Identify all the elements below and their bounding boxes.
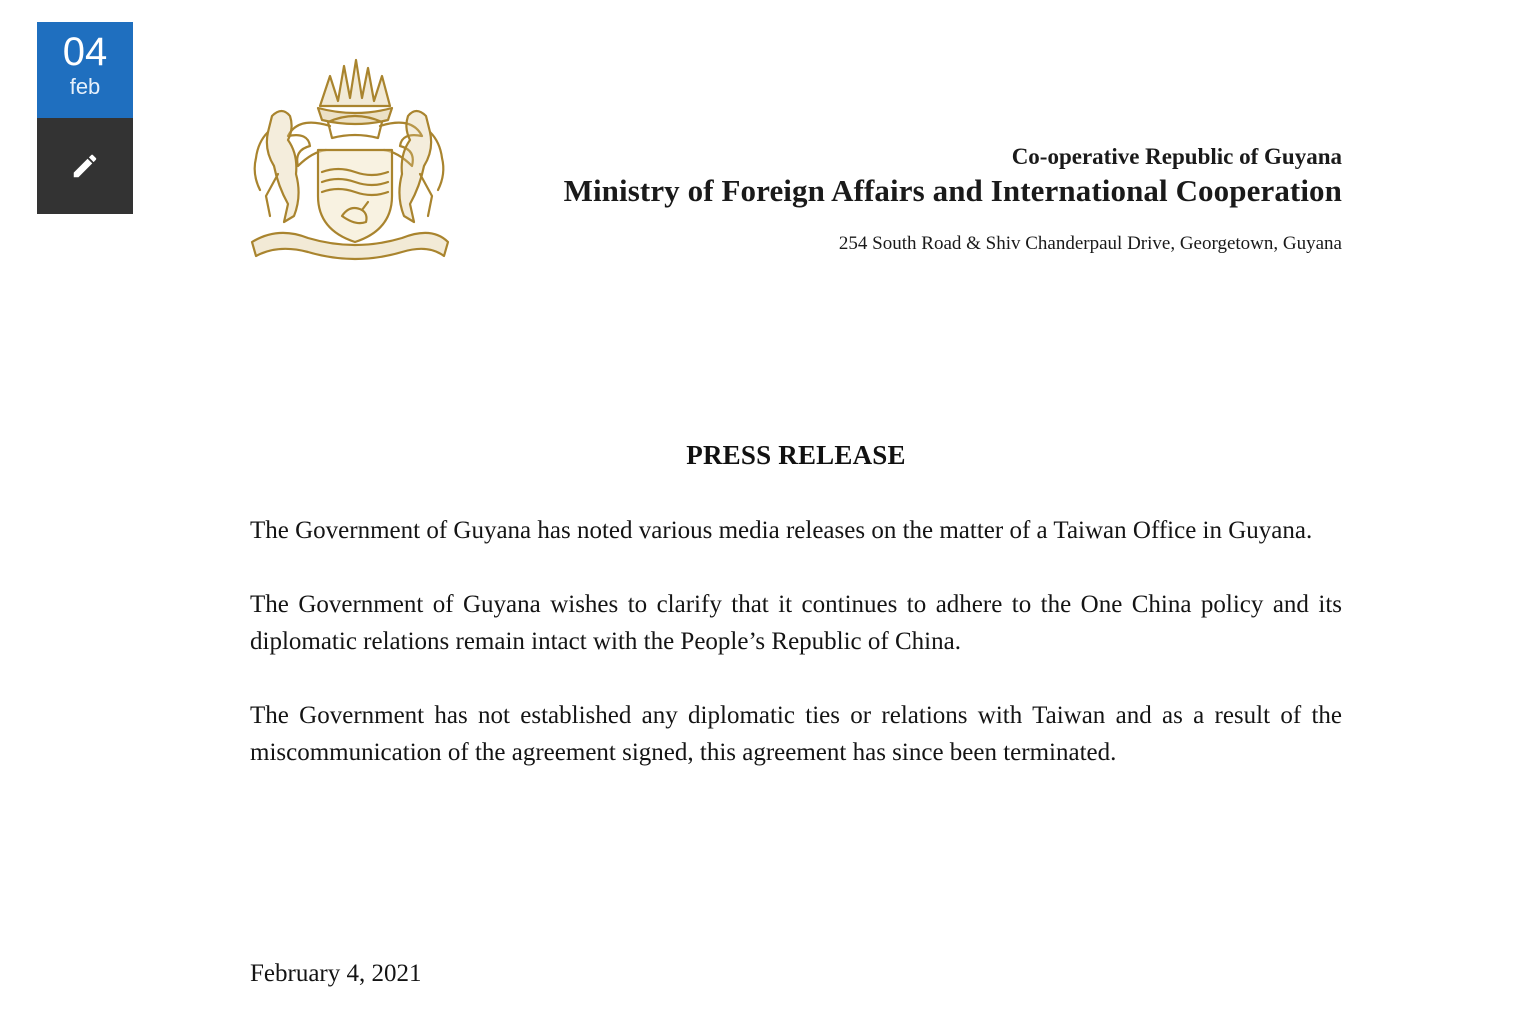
paragraph: The Government has not established any diplomatic ties or relations with Taiwan and as a result of the miscommunication of the agreement signed, this agreement has since been terminated. [250,701,1342,766]
letterhead [564,142,1342,256]
pencil-icon [70,151,100,181]
date-block [37,22,133,118]
edit-button[interactable] [37,118,133,214]
date-month: feb [69,74,101,99]
paragraph: The Government of Guyana has noted various media releases on the matter of a Taiwan Office in Guyana. [250,517,1313,544]
republic-name: Co-operative Republic of Guyana [1011,144,1342,169]
ministry-name: Ministry of Foreign Affairs and International Cooperation [563,173,1342,208]
paragraph: The Government of Guyana wishes to clarify that it continues to adhere to the One China policy and its diplomatic relations remain intact with the People’s Republic of China. [250,590,1342,655]
date-day: 04 [62,30,108,74]
coat-of-arms-emblem [238,46,460,264]
document-body [250,512,1342,808]
document-title: PRESS RELEASE [686,440,906,470]
post-date-badge [37,22,133,214]
ministry-address: 254 South Road & Shiv Chanderpaul Drive, Georgetown, Guyana [838,233,1342,254]
document-date: February 4, 2021 [250,960,422,987]
coat-of-arms-icon [238,46,460,264]
